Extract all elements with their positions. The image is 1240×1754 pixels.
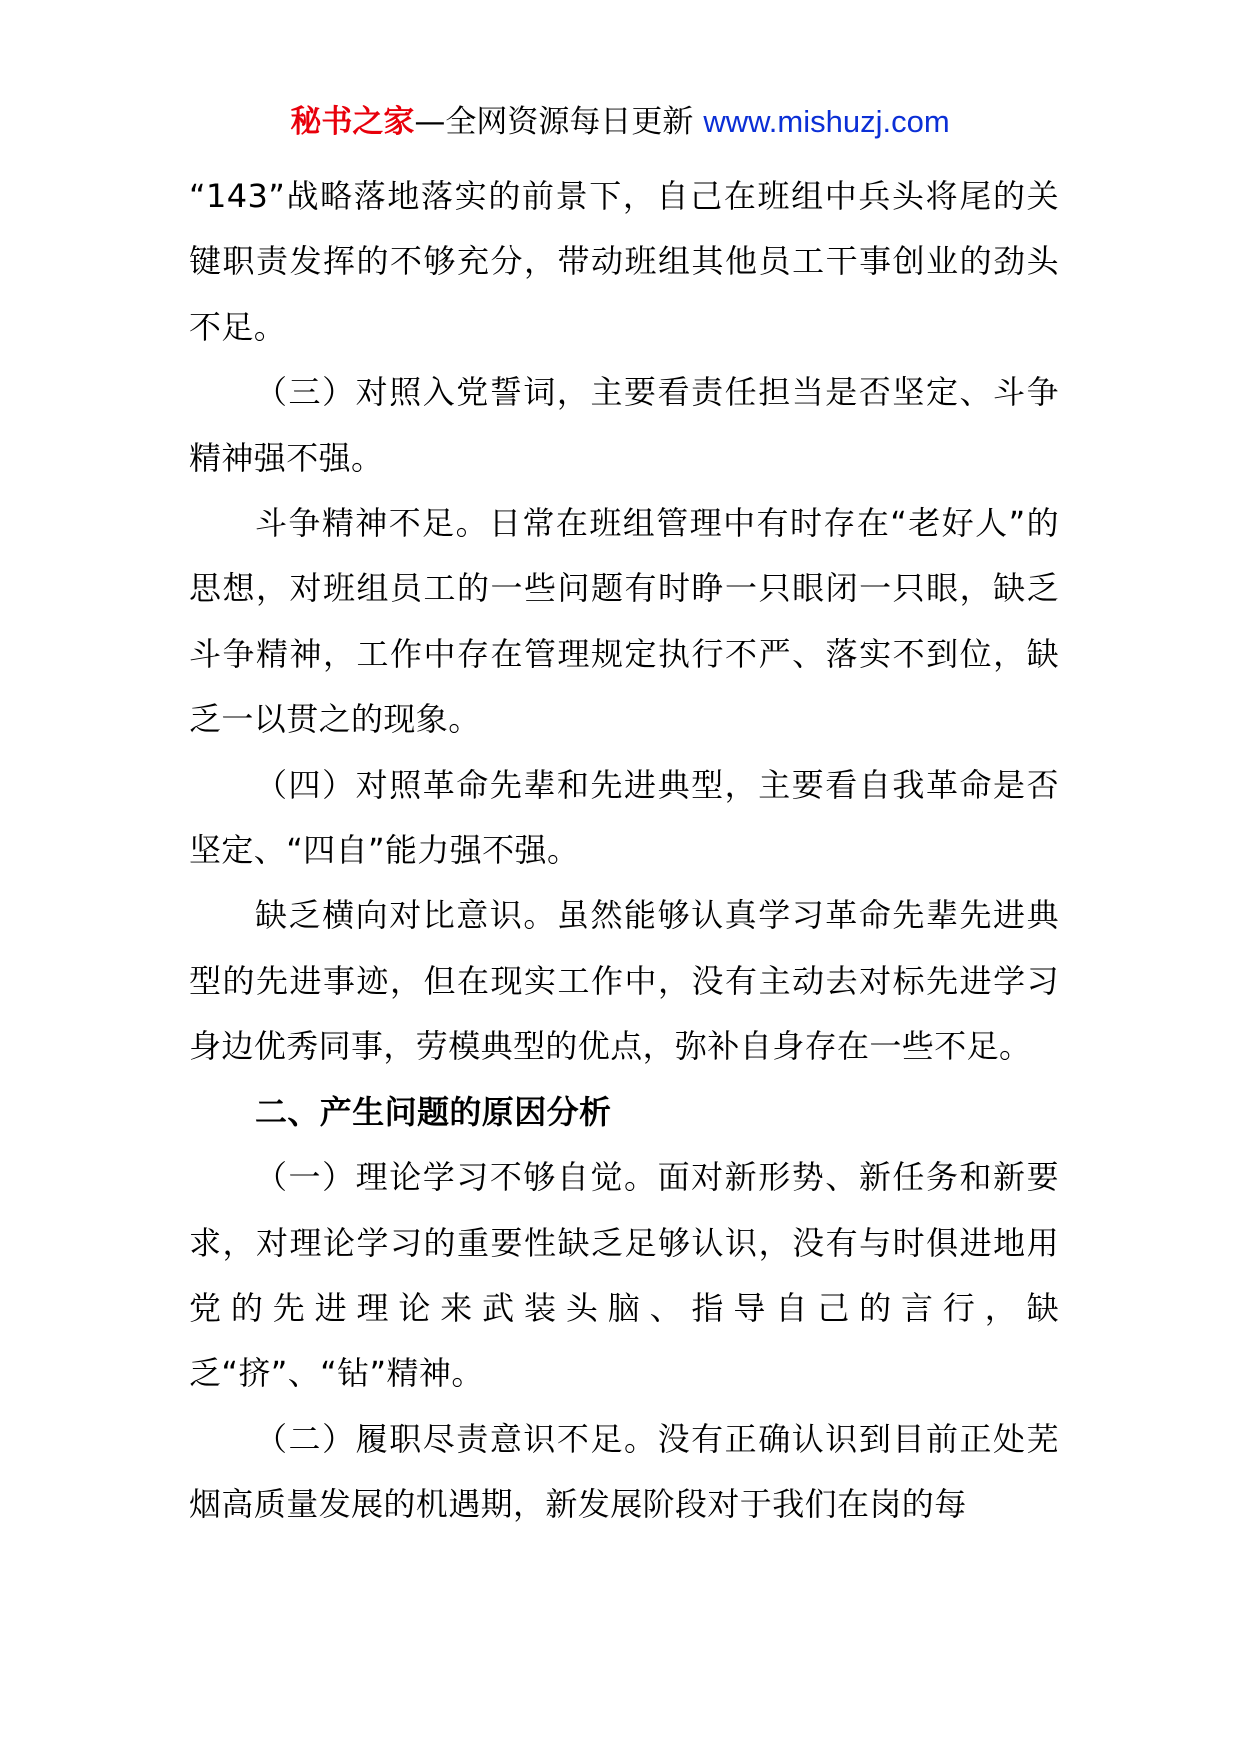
paragraph-duty-awareness: （二）履职尽责意识不足。没有正确认识到目前正处芜烟高质量发展的机遇期，新发展阶段对于我们在岗的每 [189,1419,1059,1524]
site-slogan: —全网资源每日更新 [414,104,694,140]
document-body [189,164,1059,1538]
site-brand: 秘书之家 [290,104,415,140]
site-header [0,102,1240,142]
paragraph-continuation: “143”战略落地落实的前景下，自己在班组中兵头将尾的关键职责发挥的不够充分，带动班组其他员工干事创业的劲头不足。 [189,177,1059,346]
paragraph-comparison-awareness: 缺乏横向对比意识。虽然能够认真学习革命先辈先进典型的先进事迹，但在现实工作中，没有主动去对标先进学习身边优秀同事，劳模典型的优点，弥补自身存在一些不足。 [189,896,1059,1066]
paragraph-struggle-spirit: 斗争精神不足。日常在班组管理中有时存在“老好人”的思想，对班组员工的一些问题有时睁一只眼闭一只眼，缺乏斗争精神，工作中存在管理规定执行不严、落实不到位，缺乏一以贯之的现象。 [189,504,1059,739]
paragraph-theory-study: （一）理论学习不够自觉。面对新形势、新任务和新要求，对理论学习的重要性缺乏足够认识，没有与时俱进地用党的先进理论来武装头脑、指导自己的言行，缺乏“挤”、“钻”精神。 [189,1158,1059,1393]
site-url-link[interactable]: www.mishuzj.com [703,104,950,139]
section-heading-three: （三）对照入党誓词，主要看责任担当是否坚定、斗争精神强不强。 [189,373,1059,477]
chapter-heading-cause-analysis: 二、产生问题的原因分析 [255,1092,612,1131]
section-heading-four: （四）对照革命先辈和先进典型，主要看自我革命是否坚定、“四自”能力强不强。 [189,765,1059,870]
